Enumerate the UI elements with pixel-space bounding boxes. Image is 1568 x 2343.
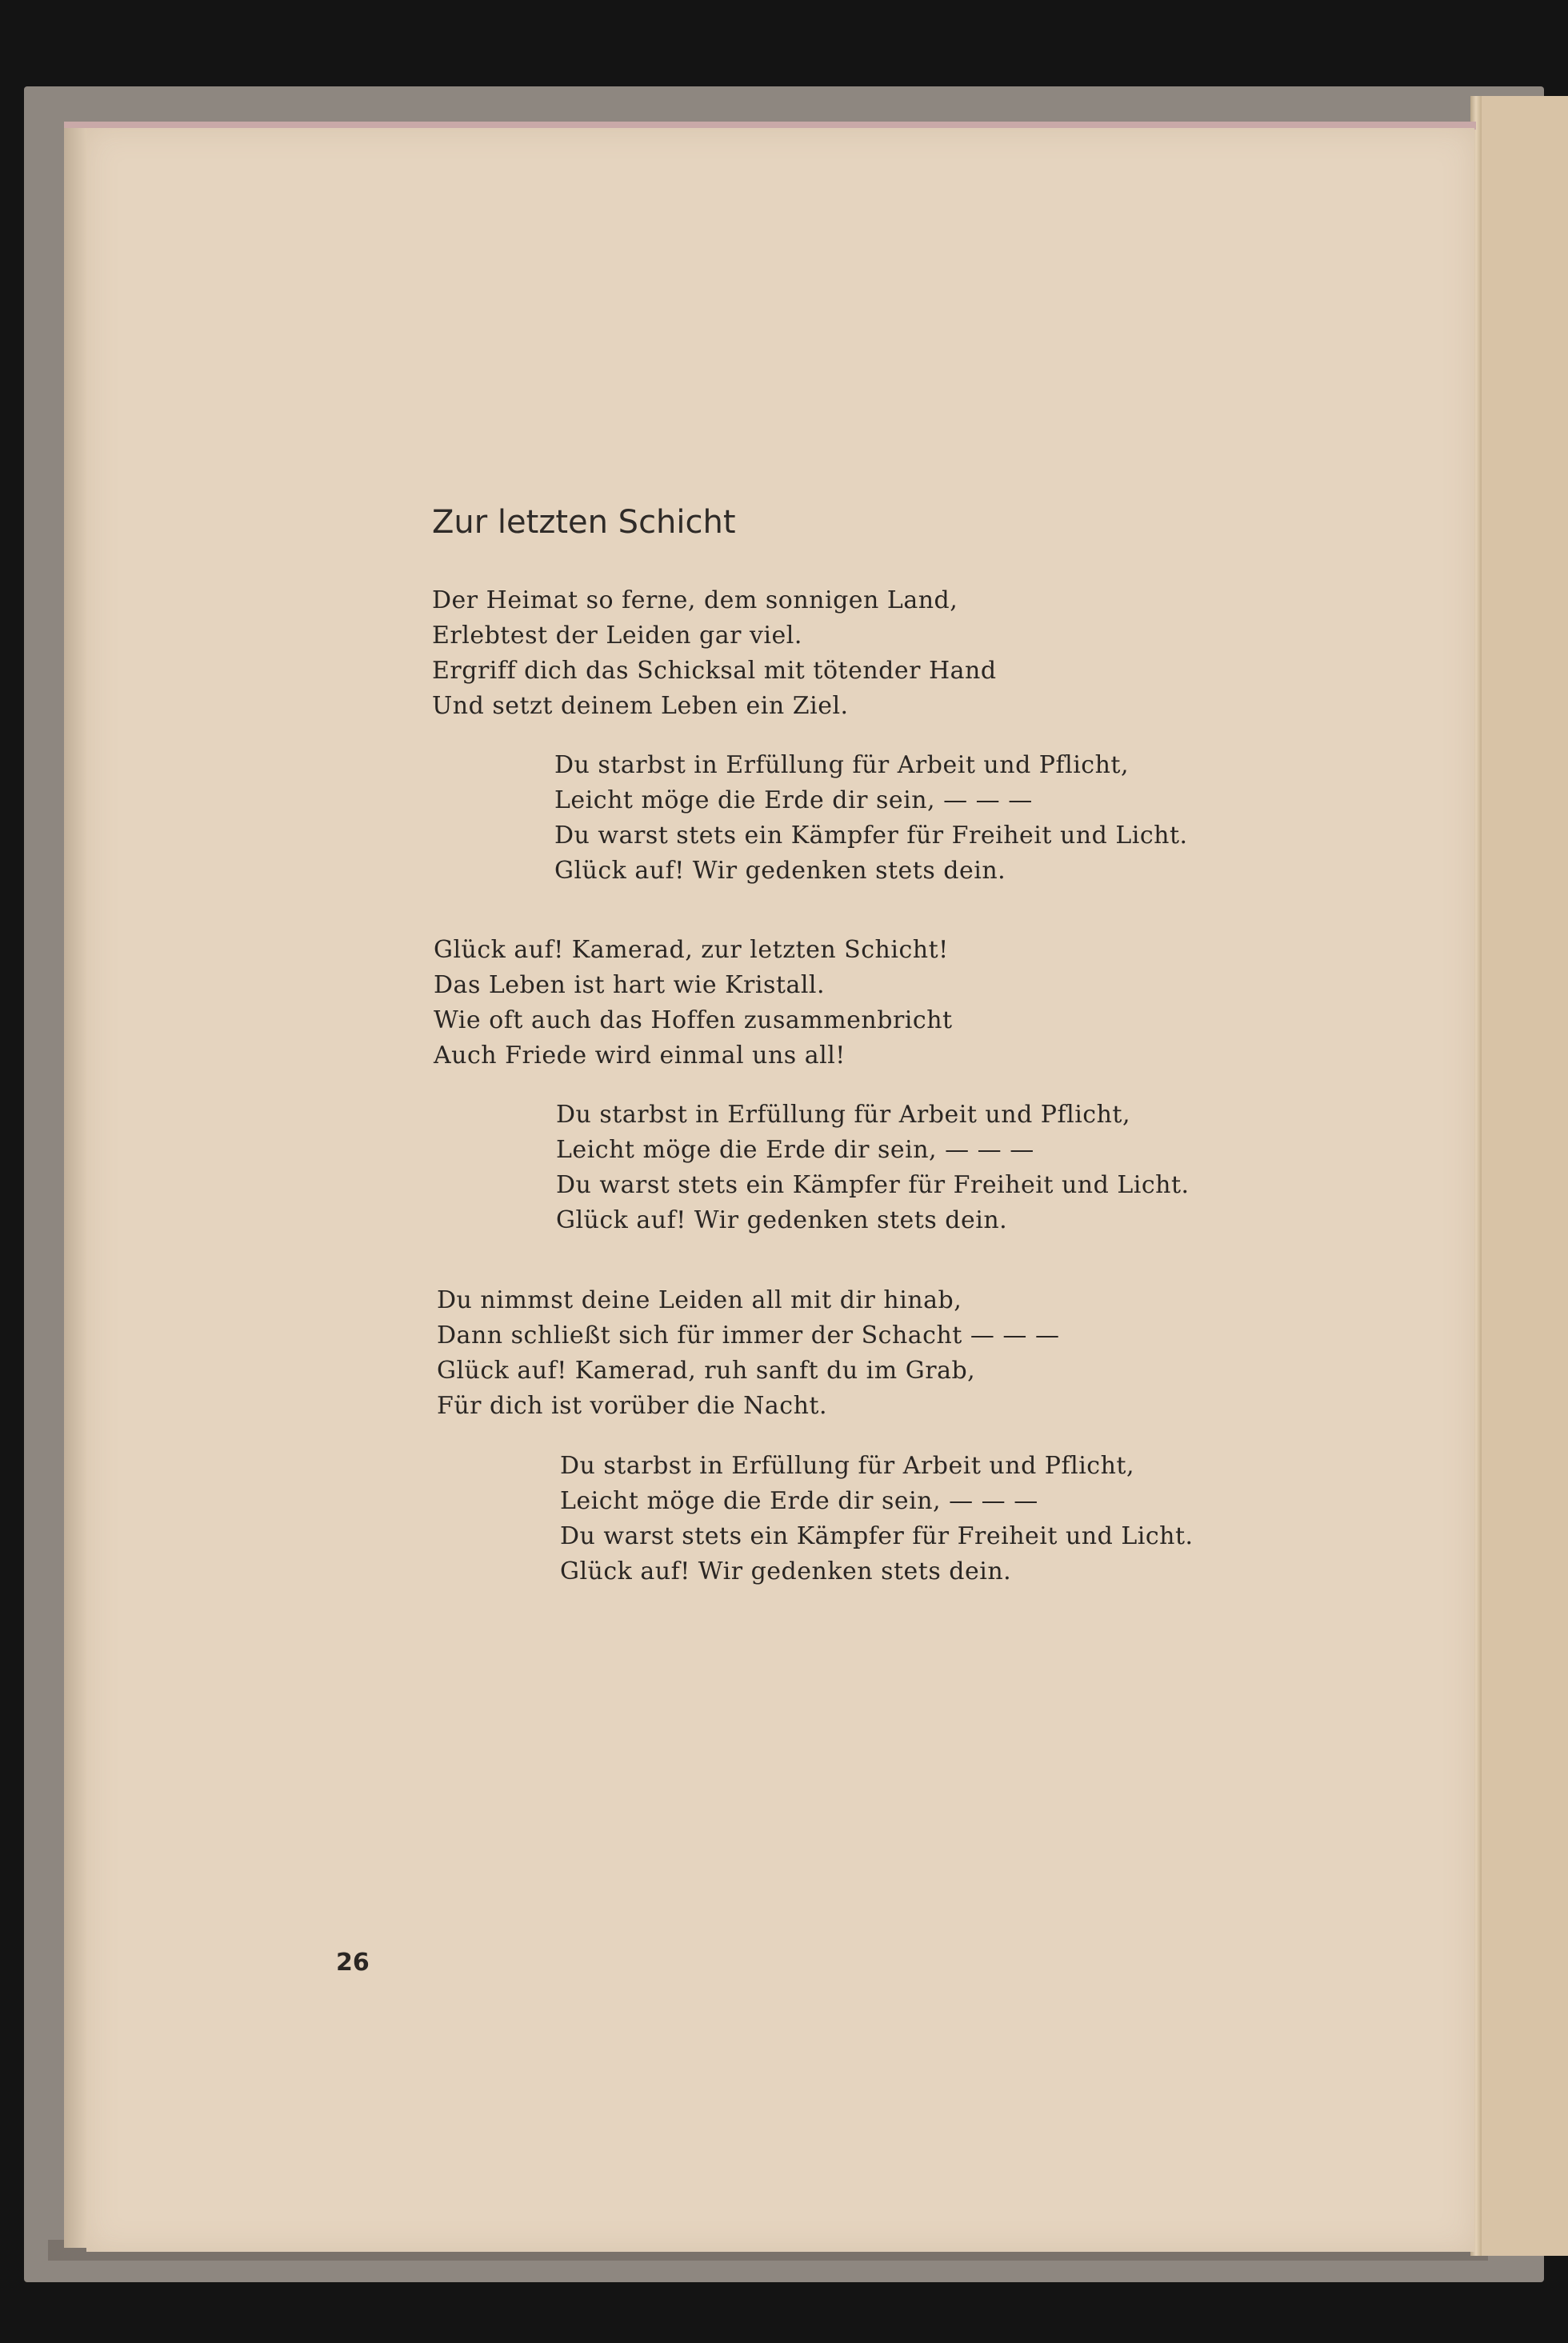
refrain-line: Leicht möge die Erde dir sein, — — — <box>554 786 1033 814</box>
refrain-line: Glück auf! Wir gedenken stets dein. <box>554 857 1006 885</box>
poem-line: Das Leben ist hart wie Kristall. <box>434 971 826 999</box>
refrain-line: Du starbst in Erfüllung für Arbeit und Pflicht, <box>554 751 1129 779</box>
poem-title: Zur letzten Schicht <box>432 504 736 541</box>
page-left-edge <box>64 128 86 2248</box>
refrain-line: Du warst stets ein Kämpfer für Freiheit und Licht. <box>554 822 1188 850</box>
refrain-line: Du starbst in Erfüllung für Arbeit und Pflicht, <box>556 1101 1130 1129</box>
refrain-line: Du starbst in Erfüllung für Arbeit und Pflicht, <box>560 1452 1134 1480</box>
poem-line: Glück auf! Kamerad, ruh sanft du im Grab, <box>437 1357 976 1385</box>
refrain-line: Leicht möge die Erde dir sein, — — — <box>560 1487 1038 1515</box>
poem-line: Dann schließt sich für immer der Schacht — — — <box>437 1321 1060 1349</box>
poem-line: Für dich ist vorüber die Nacht. <box>437 1392 827 1420</box>
refrain-line: Glück auf! Wir gedenken stets dein. <box>556 1206 1008 1234</box>
poem-line: Auch Friede wird einmal uns all! <box>434 1042 846 1070</box>
poem-line: Du nimmst deine Leiden all mit dir hinab, <box>437 1286 962 1314</box>
poem-line: Ergriff dich das Schicksal mit tötender Hand <box>432 657 997 685</box>
refrain-line: Glück auf! Wir gedenken stets dein. <box>560 1557 1012 1585</box>
facing-page <box>1476 96 1568 2256</box>
poem-line: Glück auf! Kamerad, zur letzten Schicht! <box>434 936 949 964</box>
poem-line: Erlebtest der Leiden gar viel. <box>432 622 802 650</box>
refrain-line: Leicht möge die Erde dir sein, — — — <box>556 1136 1034 1164</box>
page-number: 26 <box>336 1949 370 1977</box>
poem-line: Wie oft auch das Hoffen zusammenbricht <box>434 1006 953 1034</box>
refrain-line: Du warst stets ein Kämpfer für Freiheit und Licht. <box>556 1171 1190 1199</box>
refrain-line: Du warst stets ein Kämpfer für Freiheit und Licht. <box>560 1522 1194 1550</box>
poem-line: Und setzt deinem Leben ein Ziel. <box>432 692 849 720</box>
poem-line: Der Heimat so ferne, dem sonnigen Land, <box>432 586 958 614</box>
